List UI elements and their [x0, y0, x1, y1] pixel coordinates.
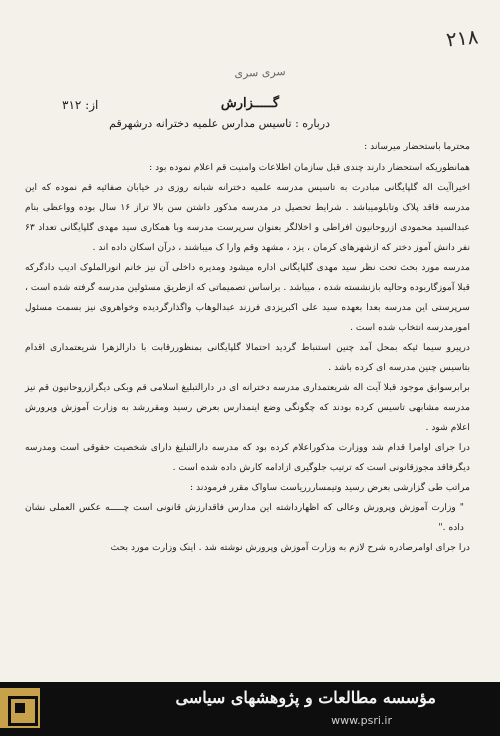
- classification-stamp: سری سری: [234, 65, 286, 80]
- document-title: گـــــزارش: [220, 96, 280, 111]
- institution-name: مؤسسه مطالعات و پژوهشهای سیاسی: [175, 688, 436, 707]
- paragraph-1: همانطوریکه استحضار دارند چندی قبل سازمان اطلاعات وامنیت قم اعلام نموده بود :: [149, 162, 470, 173]
- document-body: [25, 137, 470, 558]
- reference-number: از: ۳۱۲: [62, 98, 99, 112]
- paragraph-8-quote: " وزارت آموزش وپرورش وعالی که اظهارداشته این مدارس فاقدارزش قانونی است چـــــه عکس العملی نشان داده .": [25, 502, 464, 533]
- paragraph-9: درا جرای اوامرصادره شرح لازم به وزارت آموزش وپرورش نوشته شد . اینک وزارت مورد بحث: [110, 542, 470, 553]
- paragraph-6: درا جرای اوامرا قدام شد ووزارت مذکوراعلام کرده بود که مدرسه دارالتبلیغ دارای شخصیت حقوقی است ومدرسه دیگرفاقد مجوزقانونی است که ترتیب جلوگیری ازادامه کارش داده شده است .: [25, 442, 470, 473]
- institution-logo-icon: [0, 688, 40, 728]
- document-subject: درباره : تاسیس مدارس علمیه دخترانه درشهرقم: [109, 117, 330, 130]
- institution-banner: [0, 682, 500, 736]
- greeting-line: محترما باستحضار میرساند :: [364, 141, 470, 152]
- page-number: ۲۱۸: [444, 24, 480, 52]
- paragraph-7: مراتب طی گزارشی بعرض رسید وتیمساررریاست ساواک مقرر فرمودند :: [190, 482, 470, 493]
- paragraph-4: درپیرو سیما ئیکه بمحل آمد چنین استنباط گردید احتمالا گلپایگانی بمنظوررقابت با دارالزهرا شریعتمداری اقدام بتاسیس چنین مدرسه ای کرده باشد .: [25, 342, 470, 373]
- paragraph-2: اخیراآیت اله گلپایگانی مبادرت به تاسیس مدرسه علمیه دخترانه شبانه روزی در خیابان صفائیه قم نموده که این مدرسه فاقد پلاک وتابلومیباشد . شرایط تحصیل در مدرسه مذکور داشتن سن بالا تراز ۱۶ سال بوده وواعظی بنام عبدالسید محمودی ازروحانیون افراطی و اخلالگر بعنوان سرپرست مدرسه وبا همکاری سید مهدی گلپایگانی تعداد ۶۳ نفر دانش آموز دختر که ازشهرهای کرمان ، یزد ، مشهد وقم وارا ک میباشند ، درآن اسکان داده اند .: [25, 182, 471, 253]
- paragraph-5: برابرسوابق موجود قبلا آیت اله شریعتمداری مدرسه دخترانه ای در دارالتبلیغ اسلامی قم وبکی دیگرازروحانیون قم نیز مدرسه مشابهی تاسیس کرده بودند که چگونگی وضع اینمدارس بعرض رسید ومقررشد به وزارت آموزش وپرورش اعلام شود .: [25, 382, 470, 433]
- institution-url: www.psri.ir: [331, 714, 392, 727]
- paragraph-3: مدرسه مورد بحث تحت نظر سید مهدی گلپایگانی اداره میشود ومدیره داخلی آن نیز خانم انورالملوک ادیب دادگرکه قبلا آموزگاربوده وحالیه بازنشسته شده ، میباشد . براساس تصمیماتی که ازطریق مسئولین مدرسه گرفته شده است ، سرپرستی این مدرسه بعدا بعهده سید علی اکبریزدی فرزند عبدالوهاب واگذارگردیده وخواهروی نیز بسمت مسئول امورمدرسه انتخاب شده است .: [25, 262, 470, 333]
